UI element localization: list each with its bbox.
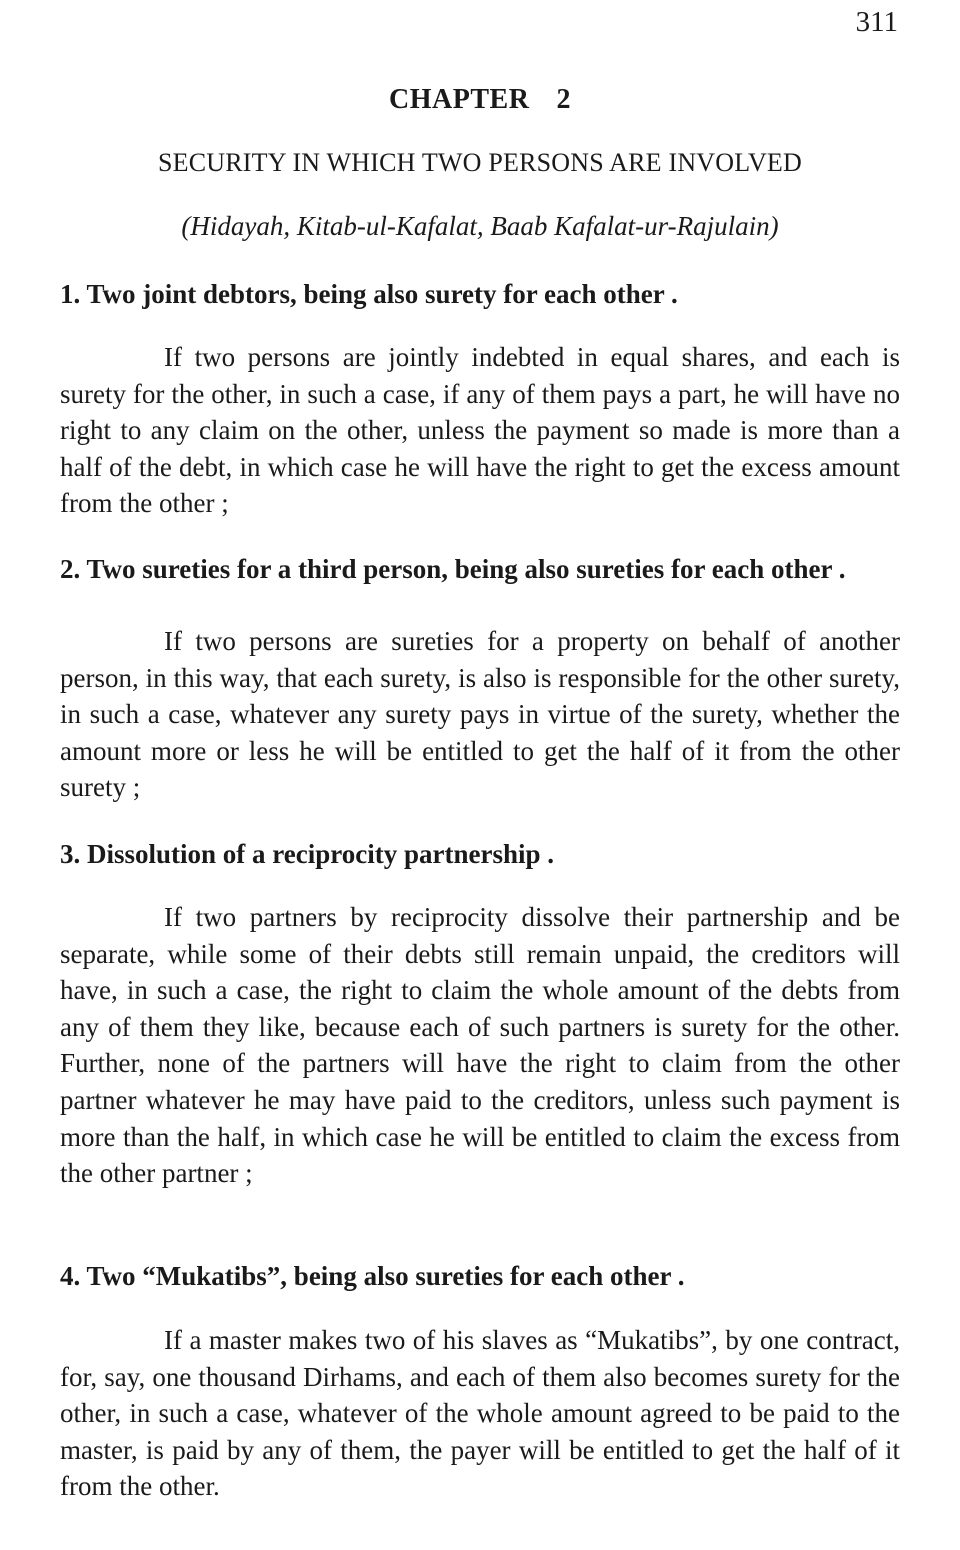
section-heading-2: 2. Two sureties for a third person, being also sureties for each other . [60,554,846,584]
section-heading-3: 3. Dissolution of a reciprocity partnership . [60,839,555,869]
section-heading-1: 1. Two joint debtors, being also surety for each other . [60,279,678,309]
section-heading-4: 4. Two “Mukatibs”, being also sureties for each other . [60,1261,685,1291]
chapter-subtitle: SECURITY IN WHICH TWO PERSONS ARE INVOLVED [158,148,802,177]
chapter-title: CHAPTER 2 [389,84,571,115]
section-body-1: If two persons are jointly indebted in equal shares, and each is surety for the other, in such a case, if any of them pays a part, he will have no right to any claim on the other, unless the payment so made is more than a half of the debt, in which case he will have the right to get the excess amount from the other ; [60,342,900,519]
section-body-4: If a master makes two of his slaves as “Mukatibs”, by one contract, for, say, one thousand Dirhams, and each of them also becomes surety for the other, in such a case, whatever of the whole amount agreed to be paid to the master, is paid by any of them, the payer will be entitled to get the half of it from the other. [60,1325,900,1502]
section-body-3: If two partners by reciprocity dissolve their partnership and be separate, while some of their debts still remain unpaid, the creditors will have, in such a case, the right to claim the whole amount of the debts from any of them they like, because each of such partners is surety for the other. Further, none of the partners will have the right to claim from the other partner whatever he may have paid to the creditors, unless such payment is more than the half, in which case he will be entitled to claim the excess from the other partner ; [60,902,900,1189]
page-number: 311 [855,6,898,38]
section-body-2: If two persons are sureties for a property on behalf of another person, in this way, that each surety, is also is responsible for the other surety, in such a case, whatever any surety pays in virtue of the surety, whether the amount more or less he will be entitled to get the half of it from the other surety ; [60,626,900,803]
chapter-source: (Hidayah, Kitab-ul-Kafalat, Baab Kafalat-ur-Rajulain) [181,211,779,241]
